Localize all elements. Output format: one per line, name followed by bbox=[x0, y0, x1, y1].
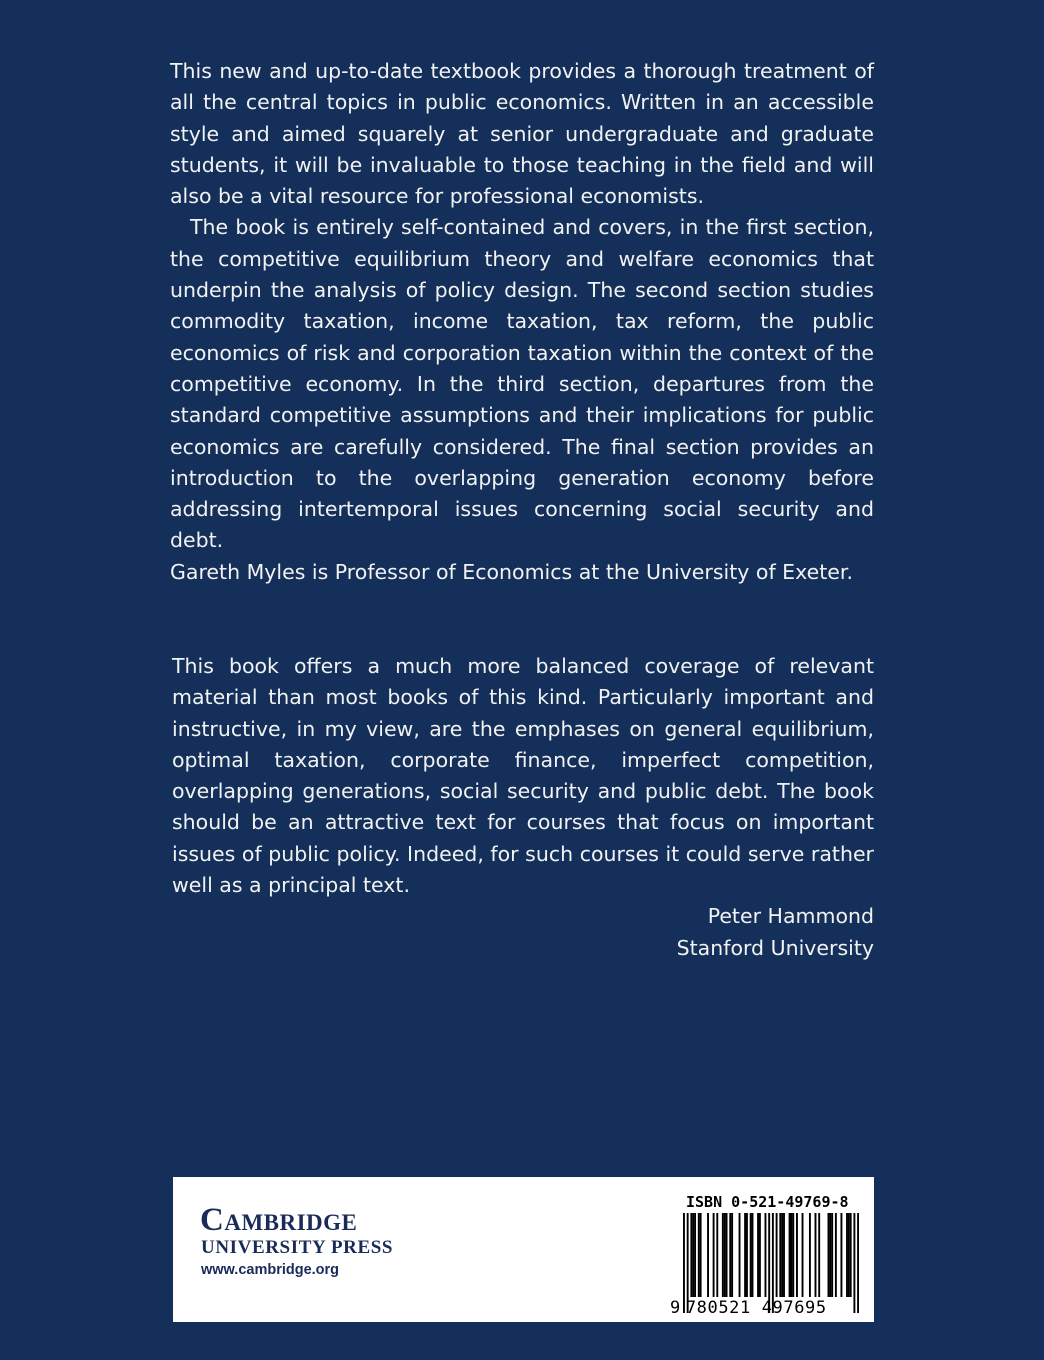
barcode-bar bbox=[744, 1213, 746, 1297]
barcode-bar bbox=[829, 1213, 831, 1297]
barcode-bar bbox=[765, 1213, 767, 1297]
barcode-bar bbox=[828, 1213, 830, 1297]
barcode-bar bbox=[750, 1213, 752, 1297]
barcode-bar bbox=[716, 1213, 718, 1297]
barcode-bar bbox=[694, 1213, 696, 1297]
reviewer-affiliation: Stanford University bbox=[676, 935, 874, 960]
barcode-bar bbox=[850, 1213, 852, 1297]
barcode-bar bbox=[789, 1213, 791, 1297]
publisher-logo-name: Cambridge bbox=[200, 1202, 358, 1238]
barcode-bar bbox=[724, 1213, 726, 1297]
publisher-logo-subtitle: UNIVERSITY PRESS bbox=[201, 1237, 394, 1258]
barcode-bar bbox=[690, 1213, 692, 1297]
barcode-digits-rest: 780521 497695 bbox=[685, 1298, 827, 1318]
barcode-digit-first: 9 bbox=[670, 1298, 681, 1318]
barcode-bar bbox=[726, 1213, 728, 1297]
barcode-bar bbox=[759, 1213, 761, 1297]
barcode-bar bbox=[835, 1213, 837, 1297]
barcode-bar bbox=[752, 1213, 754, 1297]
author-bio-text: Gareth Myles is Professor of Economics at the University of Exeter. bbox=[170, 560, 853, 584]
isbn-label: ISBN 0-521-49769-8 bbox=[686, 1193, 849, 1211]
barcode-bar bbox=[698, 1213, 700, 1297]
barcode-bar bbox=[783, 1213, 785, 1297]
barcode-bar bbox=[739, 1213, 741, 1297]
review-attribution bbox=[172, 901, 874, 964]
barcode-bar bbox=[700, 1213, 702, 1297]
author-bio bbox=[170, 557, 874, 588]
reviewer-name: Peter Hammond bbox=[707, 904, 874, 929]
barcode-bar bbox=[757, 1213, 759, 1297]
barcode-bar bbox=[729, 1213, 731, 1297]
barcode-bar bbox=[722, 1213, 724, 1297]
barcode-bar bbox=[802, 1213, 804, 1297]
barcode-bar bbox=[809, 1213, 811, 1297]
barcode-digits bbox=[670, 1298, 870, 1318]
barcode-bar bbox=[713, 1213, 715, 1297]
barcode-bar bbox=[792, 1213, 794, 1297]
publisher-url: www.cambridge.org bbox=[201, 1262, 340, 1278]
book-description bbox=[170, 56, 874, 557]
description-paragraph-2: The book is entirely self-contained and covers, in the first section, the competitive equilibrium theory and welfare economics that underpin the analysis of policy design. The second section studies commodity taxation, income taxation, tax reform, the public economics of risk and corporation taxation within the context of the competitive economy. In the third section, departures from the standard competitive assumptions and their implications for public economics are carefully considered. The final section provides an introduction to the overlapping generation economy before addressing intertemporal issues concerning social security and debt. bbox=[170, 215, 874, 553]
barcode-bar bbox=[746, 1213, 748, 1297]
barcode-bar bbox=[731, 1213, 733, 1297]
barcode-bar bbox=[790, 1213, 792, 1297]
review-text: This book offers a much more balanced coverage of relevant material than most books of this kind. Particularly important and instructive, in my view, are the emphases on general equilibrium, optimal taxation, corporate finance, imperfect competition, overlapping generations, social security and public debt. The book should be an attractive text for courses that focus on important issues of public policy. Indeed, for such courses it could serve rather well as a principal text. bbox=[172, 654, 874, 898]
barcode-bar bbox=[796, 1213, 798, 1297]
barcode-bar bbox=[848, 1213, 850, 1297]
barcode-bar bbox=[692, 1213, 694, 1297]
barcode-bar bbox=[818, 1213, 820, 1297]
barcode-bar bbox=[776, 1213, 778, 1297]
barcode-bar bbox=[815, 1213, 817, 1297]
barcode-bar bbox=[707, 1213, 709, 1297]
barcode-bar bbox=[779, 1213, 781, 1297]
barcode-bar bbox=[846, 1213, 848, 1297]
barcode-bar bbox=[781, 1213, 783, 1297]
barcode-bar bbox=[840, 1213, 842, 1297]
publisher-panel bbox=[173, 1177, 874, 1322]
description-paragraph-1: This new and up-to-date textbook provides a thorough treatment of all the central topics in public economics. Written in an accessible style and aimed squarely at senior undergraduate and graduate students, it will be invaluable to those teaching in the field and will also be a vital resource for professional economists. bbox=[170, 59, 874, 209]
review-quote bbox=[172, 651, 874, 964]
barcode-bar bbox=[831, 1213, 833, 1297]
